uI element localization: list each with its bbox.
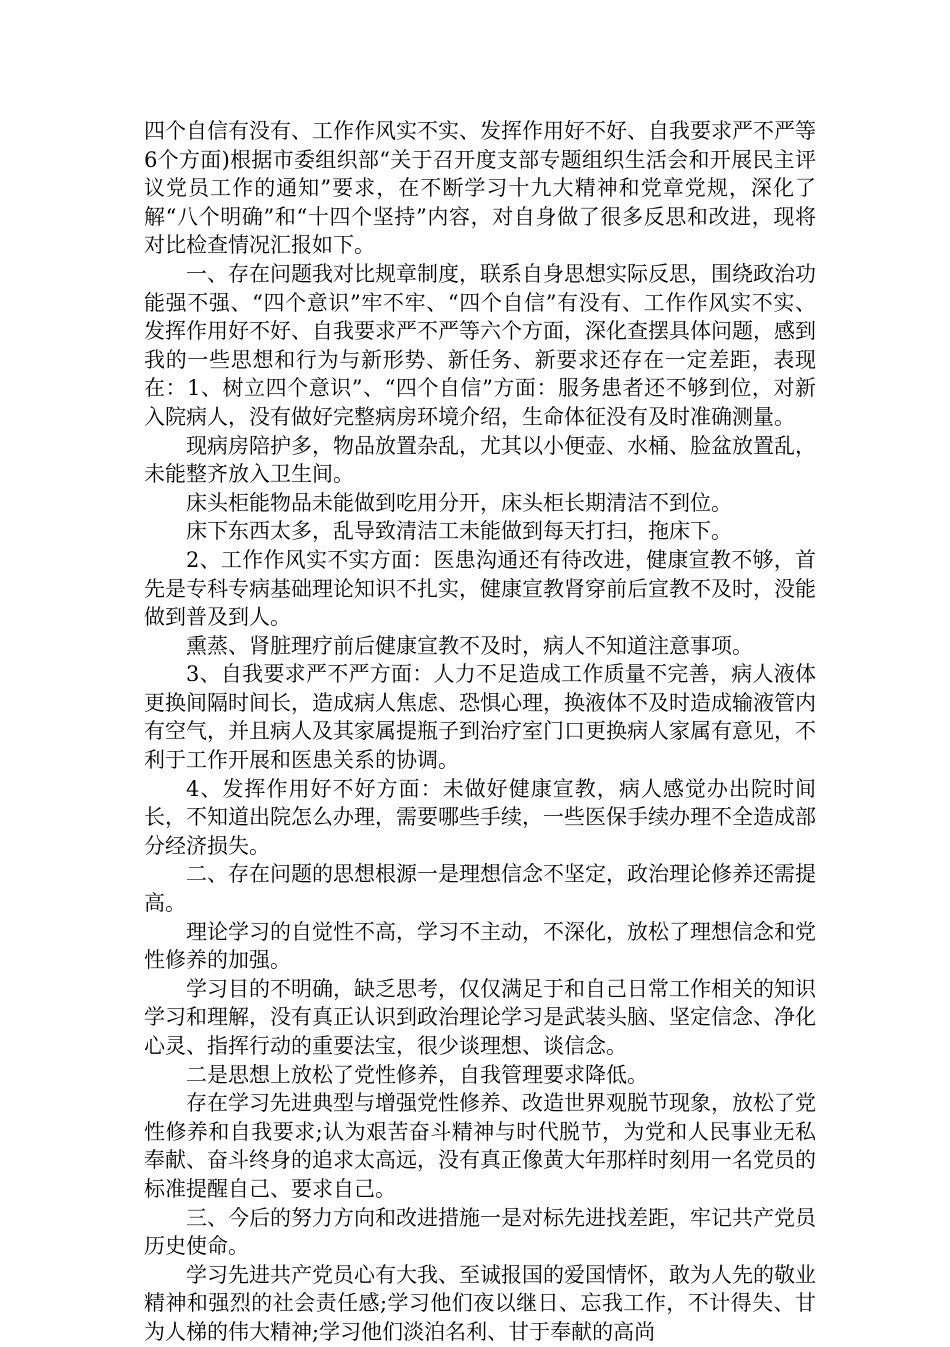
paragraph-work-style: 2、工作作风实不实方面：医患沟通还有待改进，健康宣教不够，首先是专科专病基础理论知识不扎实，健康宣教肾穿前后宣教不及时，没能做到普及到人。	[144, 547, 816, 630]
paragraph-learn-from-advanced: 学习先进共产党员心有大我、至诚报国的爱国情怀，敢为人先的敬业精神和强烈的社会责任感;学习他们夜以继日、忘我工作，不计得失、甘为人梯的伟大精神;学习他们淡泊名利、甘于奉献的高尚	[144, 1262, 816, 1344]
paragraph-root-causes: 二、存在问题的思想根源一是理想信念不坚定，政治理论修养还需提高。	[144, 862, 816, 916]
paragraph-role-models: 存在学习先进典型与增强党性修养、改造世界观脱节现象，放松了党性修养和自我要求;认为艰苦奋斗精神与时代脱节，为党和人民事业无私奉献、奋斗终身的追求太高远，没有真正像黄大年那样时刻用一名党员的标准提醒自己、要求自己。	[144, 1091, 816, 1201]
paragraph-party-spirit: 二是思想上放松了党性修养，自我管理要求降低。	[186, 1062, 648, 1087]
paragraph-theory-study: 理论学习的自觉性不高，学习不主动，不深化，放松了理想信念和党性修养的加强。	[144, 919, 816, 973]
paragraph-under-bed: 床下东西太多，乱导致清洁工未能做到每天打扫，拖床下。	[186, 519, 732, 544]
paragraph-fumigation: 熏蒸、肾脏理疗前后健康宣教不及时，病人不知道注意事项。	[186, 633, 753, 658]
paragraph-role: 4、发挥作用好不好方面：未做好健康宣教，病人感觉办出院时间长，不知道出院怎么办理，需要哪些手续，一些医保手续办理不全造成部分经济损失。	[144, 776, 816, 858]
paragraph-problems: 一、存在问题我对比规章制度，联系自身思想实际反思，围绕政治功能强不强、“四个意识”牢不牢、“四个自信”有没有、工作作风实不实、发挥作用好不好、自我要求严不严等六个方面，深化查摆具体问题，感到我的一些思想和行为与新形势、新任务、新要求还存在一定差距，表现在：1、树立四个意识”、“四个自信”方面：服务患者还不够到位，对新入院病人，没有做好完整病房环境介绍，生命体征没有及时准确测量。	[144, 261, 816, 429]
paragraph-intro: 四个自信有没有、工作作风实不实、发挥作用好不好、自我要求严不严等6个方面)根据市委组织部“关于召开度支部专题组织生活会和开展民主评议党员工作的通知”要求，在不断学习十九大精神和党章党规，深化了解“八个明确”和“十四个坚持”内容，对自身做了很多反思和改进，现将对比检查情况汇报如下。	[144, 119, 816, 258]
document-page	[144, 117, 816, 1347]
paragraph-self-requirement: 3、自我要求严不严方面：人力不足造成工作质量不完善，病人液体更换间隔时间长，造成病人焦虑、恐惧心理，换液体不及时造成输液管内有空气，并且病人及其家属提瓶子到治疗室门口更换病人家属有意见，不利于工作开展和医患关系的协调。	[144, 662, 816, 773]
paragraph-bedside-cabinet: 床头柜能物品未能做到吃用分开，床头柜长期清洁不到位。	[186, 490, 732, 515]
paragraph-future-direction: 三、今后的努力方向和改进措施一是对标先进找差距，牢记共产党员历史使命。	[144, 1205, 816, 1259]
paragraph-study-goal: 学习目的不明确，缺乏思考，仅仅满足于和自己日常工作相关的知识学习和理解，没有真正认识到政治理论学习是武装头脑、坚定信念、净化心灵、指挥行动的重要法宝，很少谈理想、谈信念。	[144, 976, 816, 1058]
paragraph-ward-clutter: 现病房陪护多，物品放置杂乱，尤其以小便壶、水桶、脸盆放置乱，未能整齐放入卫生间。	[144, 433, 816, 487]
